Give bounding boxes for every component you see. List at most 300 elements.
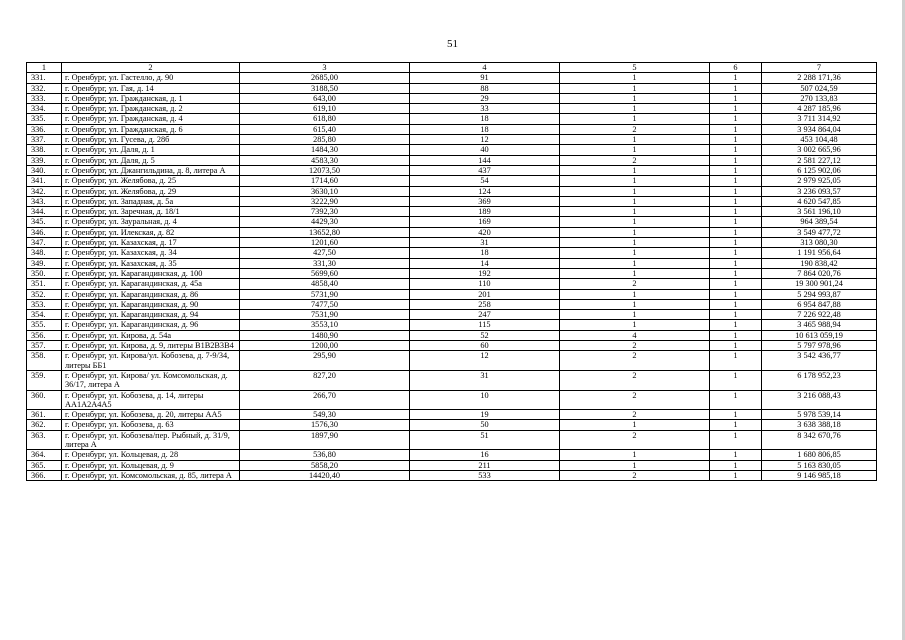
col-5-value-cell: 2 <box>560 124 710 134</box>
table-row <box>27 370 877 390</box>
area-cell: 285,80 <box>240 135 410 145</box>
row-number-cell: 355. <box>27 320 62 330</box>
col-6-value-cell: 1 <box>710 268 762 278</box>
col-6-value-cell: 1 <box>710 410 762 420</box>
address-cell: г. Оренбург, ул. Гражданская, д. 1 <box>62 93 240 103</box>
col-5-value-cell: 1 <box>560 207 710 217</box>
area-cell: 4429,30 <box>240 217 410 227</box>
address-cell: г. Оренбург, ул. Кобозева/пер. Рыбный, д. 31/9, литера А <box>62 430 240 450</box>
table-row <box>27 217 877 227</box>
table-row <box>27 299 877 309</box>
area-cell: 3630,10 <box>240 186 410 196</box>
address-cell: г. Оренбург, ул. Желябова, д. 29 <box>62 186 240 196</box>
area-cell: 1480,90 <box>240 330 410 340</box>
amount-cell: 3 465 988,94 <box>762 320 877 330</box>
count-cell: 33 <box>410 104 560 114</box>
col-6-value-cell: 1 <box>710 207 762 217</box>
area-cell: 1200,00 <box>240 341 410 351</box>
area-cell: 5731,90 <box>240 289 410 299</box>
amount-cell: 7 226 922,48 <box>762 310 877 320</box>
col-6-value-cell: 1 <box>710 390 762 410</box>
count-cell: 420 <box>410 227 560 237</box>
area-cell: 1897,90 <box>240 430 410 450</box>
col-5-value-cell: 1 <box>560 83 710 93</box>
area-cell: 13652,80 <box>240 227 410 237</box>
col-6-value-cell: 1 <box>710 450 762 460</box>
col-5-value-cell: 1 <box>560 73 710 83</box>
amount-cell: 3 216 088,43 <box>762 390 877 410</box>
col-5-value-cell: 1 <box>560 258 710 268</box>
col-6-value-cell: 1 <box>710 330 762 340</box>
header-col-6: 6 <box>710 63 762 73</box>
col-5-value-cell: 1 <box>560 320 710 330</box>
count-cell: 91 <box>410 73 560 83</box>
address-cell: г. Оренбург, ул. Кирова/ ул. Комсомольская, д. 36/17, литера А <box>62 370 240 390</box>
col-6-value-cell: 1 <box>710 165 762 175</box>
area-cell: 7531,90 <box>240 310 410 320</box>
count-cell: 29 <box>410 93 560 103</box>
amount-cell: 3 711 314,92 <box>762 114 877 124</box>
row-number-cell: 365. <box>27 460 62 470</box>
address-cell: г. Оренбург, ул. Гусева, д. 28б <box>62 135 240 145</box>
count-cell: 18 <box>410 248 560 258</box>
address-cell: г. Оренбург, ул. Гражданская, д. 2 <box>62 104 240 114</box>
amount-cell: 4 287 185,96 <box>762 104 877 114</box>
col-6-value-cell: 1 <box>710 341 762 351</box>
address-cell: г. Оренбург, ул. Кольцевая, д. 9 <box>62 460 240 470</box>
col-6-value-cell: 1 <box>710 289 762 299</box>
table-row <box>27 268 877 278</box>
table-row <box>27 104 877 114</box>
count-cell: 247 <box>410 310 560 320</box>
table-row <box>27 145 877 155</box>
col-5-value-cell: 1 <box>560 145 710 155</box>
address-cell: г. Оренбург, ул. Карагандинская, д. 90 <box>62 299 240 309</box>
col-6-value-cell: 1 <box>710 279 762 289</box>
area-cell: 3222,90 <box>240 196 410 206</box>
area-cell: 266,70 <box>240 390 410 410</box>
count-cell: 124 <box>410 186 560 196</box>
col-5-value-cell: 2 <box>560 279 710 289</box>
table-row <box>27 165 877 175</box>
header-row <box>27 63 877 73</box>
header-col-7: 7 <box>762 63 877 73</box>
col-5-value-cell: 2 <box>560 370 710 390</box>
count-cell: 12 <box>410 135 560 145</box>
col-5-value-cell: 1 <box>560 460 710 470</box>
col-5-value-cell: 1 <box>560 217 710 227</box>
area-cell: 14420,40 <box>240 470 410 480</box>
address-cell: г. Оренбург, ул. Кобозева, д. 63 <box>62 420 240 430</box>
col-6-value-cell: 1 <box>710 258 762 268</box>
address-cell: г. Оренбург, ул. Гражданская, д. 6 <box>62 124 240 134</box>
amount-cell: 5 797 978,96 <box>762 341 877 351</box>
col-5-value-cell: 2 <box>560 410 710 420</box>
col-6-value-cell: 1 <box>710 73 762 83</box>
col-6-value-cell: 1 <box>710 420 762 430</box>
col-6-value-cell: 1 <box>710 104 762 114</box>
area-cell: 2685,00 <box>240 73 410 83</box>
col-5-value-cell: 2 <box>560 341 710 351</box>
table-row <box>27 450 877 460</box>
row-number-cell: 356. <box>27 330 62 340</box>
count-cell: 144 <box>410 155 560 165</box>
address-cell: г. Оренбург, ул. Карагандинская, д. 100 <box>62 268 240 278</box>
row-number-cell: 343. <box>27 196 62 206</box>
address-cell: г. Оренбург, ул. Кирова, д. 54а <box>62 330 240 340</box>
address-cell: г. Оренбург, ул. Западная, д. 5а <box>62 196 240 206</box>
col-5-value-cell: 4 <box>560 330 710 340</box>
table-row <box>27 289 877 299</box>
page-number: 51 <box>447 38 458 50</box>
col-6-value-cell: 1 <box>710 176 762 186</box>
amount-cell: 4 620 547,85 <box>762 196 877 206</box>
table-row <box>27 186 877 196</box>
address-cell: г. Оренбург, ул. Казахская, д. 34 <box>62 248 240 258</box>
count-cell: 52 <box>410 330 560 340</box>
row-number-cell: 360. <box>27 390 62 410</box>
count-cell: 533 <box>410 470 560 480</box>
table-row <box>27 114 877 124</box>
count-cell: 369 <box>410 196 560 206</box>
table-row <box>27 420 877 430</box>
row-number-cell: 331. <box>27 73 62 83</box>
col-6-value-cell: 1 <box>710 145 762 155</box>
table-row <box>27 124 877 134</box>
table-row <box>27 227 877 237</box>
row-number-cell: 352. <box>27 289 62 299</box>
table-row <box>27 176 877 186</box>
amount-cell: 9 146 985,18 <box>762 470 877 480</box>
address-cell: г. Оренбург, ул. Гая, д. 14 <box>62 83 240 93</box>
table-row <box>27 410 877 420</box>
area-cell: 5699,60 <box>240 268 410 278</box>
address-cell: г. Оренбург, ул. Кобозева, д. 20, литеры АА5 <box>62 410 240 420</box>
table-row <box>27 470 877 480</box>
count-cell: 189 <box>410 207 560 217</box>
count-cell: 31 <box>410 238 560 248</box>
row-number-cell: 345. <box>27 217 62 227</box>
amount-cell: 2 288 171,36 <box>762 73 877 83</box>
header-col-1: 1 <box>27 63 62 73</box>
row-number-cell: 357. <box>27 341 62 351</box>
row-number-cell: 344. <box>27 207 62 217</box>
col-5-value-cell: 1 <box>560 420 710 430</box>
col-6-value-cell: 1 <box>710 114 762 124</box>
area-cell: 549,30 <box>240 410 410 420</box>
row-number-cell: 364. <box>27 450 62 460</box>
header-col-3: 3 <box>240 63 410 73</box>
area-cell: 4583,30 <box>240 155 410 165</box>
table-row <box>27 430 877 450</box>
row-number-cell: 362. <box>27 420 62 430</box>
col-5-value-cell: 1 <box>560 104 710 114</box>
col-5-value-cell: 2 <box>560 155 710 165</box>
amount-cell: 8 342 670,76 <box>762 430 877 450</box>
address-cell: г. Оренбург, ул. Гражданская, д. 4 <box>62 114 240 124</box>
count-cell: 12 <box>410 351 560 371</box>
col-5-value-cell: 2 <box>560 351 710 371</box>
row-number-cell: 335. <box>27 114 62 124</box>
col-6-value-cell: 1 <box>710 83 762 93</box>
amount-cell: 10 613 059,19 <box>762 330 877 340</box>
table-row <box>27 351 877 371</box>
count-cell: 258 <box>410 299 560 309</box>
area-cell: 5858,20 <box>240 460 410 470</box>
count-cell: 201 <box>410 289 560 299</box>
col-6-value-cell: 1 <box>710 135 762 145</box>
area-cell: 643,00 <box>240 93 410 103</box>
col-5-value-cell: 1 <box>560 227 710 237</box>
address-cell: г. Оренбург, ул. Кирова/ул. Кобозева, д. 7-9/34, литеры ББ1 <box>62 351 240 371</box>
row-number-cell: 354. <box>27 310 62 320</box>
amount-cell: 19 300 901,24 <box>762 279 877 289</box>
table-row <box>27 460 877 470</box>
col-5-value-cell: 1 <box>560 165 710 175</box>
col-5-value-cell: 2 <box>560 430 710 450</box>
address-cell: г. Оренбург, ул. Казахская, д. 35 <box>62 258 240 268</box>
amount-cell: 3 549 477,72 <box>762 227 877 237</box>
col-5-value-cell: 1 <box>560 299 710 309</box>
address-cell: г. Оренбург, ул. Карагандинская, д. 86 <box>62 289 240 299</box>
address-cell: г. Оренбург, ул. Карагандинская, д. 45а <box>62 279 240 289</box>
count-cell: 18 <box>410 124 560 134</box>
amount-cell: 3 542 436,77 <box>762 351 877 371</box>
count-cell: 110 <box>410 279 560 289</box>
col-6-value-cell: 1 <box>710 320 762 330</box>
col-5-value-cell: 1 <box>560 450 710 460</box>
amount-cell: 1 191 956,64 <box>762 248 877 258</box>
amount-cell: 3 934 864,04 <box>762 124 877 134</box>
count-cell: 211 <box>410 460 560 470</box>
col-5-value-cell: 1 <box>560 135 710 145</box>
area-cell: 615,40 <box>240 124 410 134</box>
count-cell: 16 <box>410 450 560 460</box>
count-cell: 88 <box>410 83 560 93</box>
header-col-2: 2 <box>62 63 240 73</box>
col-5-value-cell: 1 <box>560 176 710 186</box>
amount-cell: 6 125 902,06 <box>762 165 877 175</box>
count-cell: 192 <box>410 268 560 278</box>
table-row <box>27 330 877 340</box>
area-cell: 3188,50 <box>240 83 410 93</box>
row-number-cell: 358. <box>27 351 62 371</box>
col-5-value-cell: 1 <box>560 196 710 206</box>
row-number-cell: 346. <box>27 227 62 237</box>
address-cell: г. Оренбург, ул. Зауральная, д. 4 <box>62 217 240 227</box>
amount-cell: 3 561 196,10 <box>762 207 877 217</box>
row-number-cell: 361. <box>27 410 62 420</box>
count-cell: 50 <box>410 420 560 430</box>
address-cell: г. Оренбург, ул. Желябова, д. 25 <box>62 176 240 186</box>
row-number-cell: 336. <box>27 124 62 134</box>
amount-cell: 453 104,48 <box>762 135 877 145</box>
count-cell: 40 <box>410 145 560 155</box>
address-cell: г. Оренбург, ул. Карагандинская, д. 96 <box>62 320 240 330</box>
amount-cell: 2 581 227,12 <box>762 155 877 165</box>
col-6-value-cell: 1 <box>710 470 762 480</box>
count-cell: 10 <box>410 390 560 410</box>
address-cell: г. Оренбург, ул. Заречная, д. 18/1 <box>62 207 240 217</box>
table-row <box>27 196 877 206</box>
table-row <box>27 320 877 330</box>
area-cell: 331,30 <box>240 258 410 268</box>
amount-cell: 507 024,59 <box>762 83 877 93</box>
count-cell: 437 <box>410 165 560 175</box>
col-6-value-cell: 1 <box>710 238 762 248</box>
amount-cell: 270 133,83 <box>762 93 877 103</box>
address-cell: г. Оренбург, ул. Казахская, д. 17 <box>62 238 240 248</box>
col-6-value-cell: 1 <box>710 155 762 165</box>
row-number-cell: 366. <box>27 470 62 480</box>
table-row <box>27 258 877 268</box>
area-cell: 619,10 <box>240 104 410 114</box>
header-col-4: 4 <box>410 63 560 73</box>
col-5-value-cell: 1 <box>560 114 710 124</box>
area-cell: 618,80 <box>240 114 410 124</box>
table-row <box>27 207 877 217</box>
area-cell: 827,20 <box>240 370 410 390</box>
amount-cell: 3 002 665,96 <box>762 145 877 155</box>
row-number-cell: 348. <box>27 248 62 258</box>
area-cell: 12073,50 <box>240 165 410 175</box>
row-number-cell: 341. <box>27 176 62 186</box>
row-number-cell: 339. <box>27 155 62 165</box>
count-cell: 169 <box>410 217 560 227</box>
row-number-cell: 349. <box>27 258 62 268</box>
address-cell: г. Оренбург, ул. Карагандинская, д. 94 <box>62 310 240 320</box>
col-6-value-cell: 1 <box>710 227 762 237</box>
col-6-value-cell: 1 <box>710 310 762 320</box>
amount-cell: 7 864 020,76 <box>762 268 877 278</box>
header-col-5: 5 <box>560 63 710 73</box>
area-cell: 1201,60 <box>240 238 410 248</box>
row-number-cell: 363. <box>27 430 62 450</box>
col-5-value-cell: 2 <box>560 470 710 480</box>
table-row <box>27 135 877 145</box>
table-row <box>27 155 877 165</box>
col-5-value-cell: 1 <box>560 248 710 258</box>
row-number-cell: 332. <box>27 83 62 93</box>
col-6-value-cell: 1 <box>710 186 762 196</box>
table-body <box>27 73 877 481</box>
row-number-cell: 347. <box>27 238 62 248</box>
col-6-value-cell: 1 <box>710 430 762 450</box>
count-cell: 60 <box>410 341 560 351</box>
address-cell: г. Оренбург, ул. Даля, д. 1 <box>62 145 240 155</box>
amount-cell: 5 978 539,14 <box>762 410 877 420</box>
row-number-cell: 359. <box>27 370 62 390</box>
table-row <box>27 238 877 248</box>
count-cell: 31 <box>410 370 560 390</box>
col-6-value-cell: 1 <box>710 248 762 258</box>
col-6-value-cell: 1 <box>710 460 762 470</box>
row-number-cell: 333. <box>27 93 62 103</box>
amount-cell: 1 680 806,85 <box>762 450 877 460</box>
area-cell: 7477,50 <box>240 299 410 309</box>
row-number-cell: 350. <box>27 268 62 278</box>
col-5-value-cell: 1 <box>560 93 710 103</box>
count-cell: 115 <box>410 320 560 330</box>
col-5-value-cell: 1 <box>560 289 710 299</box>
area-cell: 4858,40 <box>240 279 410 289</box>
amount-cell: 6 178 952,23 <box>762 370 877 390</box>
amount-cell: 3 236 093,57 <box>762 186 877 196</box>
count-cell: 19 <box>410 410 560 420</box>
row-number-cell: 342. <box>27 186 62 196</box>
amount-cell: 5 163 830,05 <box>762 460 877 470</box>
count-cell: 14 <box>410 258 560 268</box>
area-cell: 295,90 <box>240 351 410 371</box>
address-cell: г. Оренбург, ул. Кольцевая, д. 28 <box>62 450 240 460</box>
address-cell: г. Оренбург, ул. Гастелло, д. 90 <box>62 73 240 83</box>
count-cell: 51 <box>410 430 560 450</box>
col-6-value-cell: 1 <box>710 370 762 390</box>
address-cell: г. Оренбург, ул. Комсомольская, д. 85, литера А <box>62 470 240 480</box>
count-cell: 18 <box>410 114 560 124</box>
col-5-value-cell: 1 <box>560 186 710 196</box>
row-number-cell: 353. <box>27 299 62 309</box>
area-cell: 1484,30 <box>240 145 410 155</box>
area-cell: 7392,30 <box>240 207 410 217</box>
area-cell: 3553,10 <box>240 320 410 330</box>
col-6-value-cell: 1 <box>710 93 762 103</box>
area-cell: 1576,30 <box>240 420 410 430</box>
table-row <box>27 279 877 289</box>
row-number-cell: 351. <box>27 279 62 289</box>
amount-cell: 6 954 847,88 <box>762 299 877 309</box>
table-row <box>27 73 877 83</box>
row-number-cell: 340. <box>27 165 62 175</box>
amount-cell: 190 838,42 <box>762 258 877 268</box>
area-cell: 536,80 <box>240 450 410 460</box>
col-5-value-cell: 1 <box>560 310 710 320</box>
amount-cell: 5 294 993,87 <box>762 289 877 299</box>
row-number-cell: 334. <box>27 104 62 114</box>
col-6-value-cell: 1 <box>710 351 762 371</box>
col-6-value-cell: 1 <box>710 217 762 227</box>
address-cell: г. Оренбург, ул. Джангильдина, д. 8, литера А <box>62 165 240 175</box>
table-row <box>27 93 877 103</box>
col-5-value-cell: 1 <box>560 268 710 278</box>
count-cell: 54 <box>410 176 560 186</box>
amount-cell: 964 389,54 <box>762 217 877 227</box>
table-row <box>27 310 877 320</box>
col-5-value-cell: 2 <box>560 390 710 410</box>
col-6-value-cell: 1 <box>710 124 762 134</box>
amount-cell: 2 979 925,05 <box>762 176 877 186</box>
row-number-cell: 338. <box>27 145 62 155</box>
row-number-cell: 337. <box>27 135 62 145</box>
address-cell: г. Оренбург, ул. Кобозева, д. 14, литеры АА1А2А4А5 <box>62 390 240 410</box>
table-header <box>27 63 877 73</box>
address-cell: г. Оренбург, ул. Илекская, д. 82 <box>62 227 240 237</box>
amount-cell: 3 638 388,18 <box>762 420 877 430</box>
col-6-value-cell: 1 <box>710 299 762 309</box>
amount-cell: 313 080,30 <box>762 238 877 248</box>
address-cell: г. Оренбург, ул. Даля, д. 5 <box>62 155 240 165</box>
table-row <box>27 341 877 351</box>
address-cell: г. Оренбург, ул. Кирова, д. 9, литеры В1В2В3В4 <box>62 341 240 351</box>
col-5-value-cell: 1 <box>560 238 710 248</box>
area-cell: 1714,60 <box>240 176 410 186</box>
area-cell: 427,50 <box>240 248 410 258</box>
table-row <box>27 83 877 93</box>
col-6-value-cell: 1 <box>710 196 762 206</box>
table-row <box>27 248 877 258</box>
table-row <box>27 390 877 410</box>
data-table <box>26 62 877 481</box>
